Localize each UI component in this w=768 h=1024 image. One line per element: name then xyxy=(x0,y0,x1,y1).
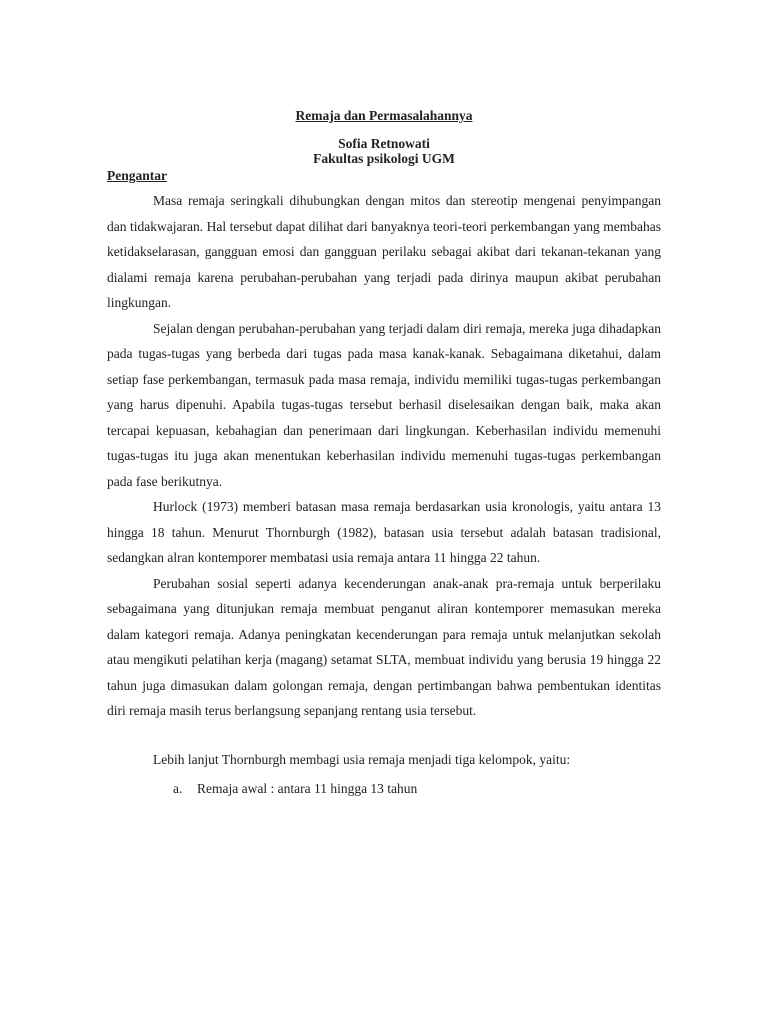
body-paragraph: Hurlock (1973) memberi batasan masa remaja berdasarkan usia kronologis, yaitu antara 13 hingga 18 tahun. Menurut Thornburgh (1982), batasan usia tersebut adalah batasan tradisional, sedangkan alran kontemporer membatasi usia remaja antara 11 hingga 22 tahun. xyxy=(107,499,661,565)
body-paragraph: Masa remaja seringkali dihubungkan dengan mitos dan stereotip mengenai penyimpangan dan tidakwajaran. Hal tersebut dapat dilihat dari banyaknya teori-teori perkembangan yang membahas ketidakselarasan, gangguan emosi dan gangguan perilaku sebagai akibat dari tekanan-tekanan yang dialami remaja karena perubahan-perubahan yang terjadi pada dirinya maupun akibat perubahan lingkungan. xyxy=(107,193,661,310)
list-item xyxy=(107,776,661,801)
list-marker: a. xyxy=(173,781,183,796)
section-heading: Pengantar xyxy=(107,168,167,183)
author-affiliation: Fakultas psikologi UGM xyxy=(313,151,455,166)
lead-paragraph: Lebih lanjut Thornburgh membagi usia remaja menjadi tiga kelompok, yaitu: xyxy=(153,751,571,767)
document-page xyxy=(107,105,661,801)
author-name: Sofia Retnowati xyxy=(338,136,430,151)
list-item-text: Remaja awal : antara 11 hingga 13 tahun xyxy=(197,781,418,796)
age-group-list xyxy=(107,776,661,801)
body-paragraph: Perubahan sosial seperti adanya kecenderungan anak-anak pra-remaja untuk berperilaku sebagaimana yang ditunjukan remaja membuat penganut aliran kontemporer memasukan mereka dalam kategori remaja. Adanya peningkatan kecenderungan para remaja untuk melanjutkan sekolah atau mengikuti pelatihan kerja (magang) setamat SLTA, membuat individu yang berusia 19 hingga 22 tahun juga dimasukan dalam golongan remaja, dengan pertimbangan bahwa pembentukan identitas diri remaja masih terus berlangsung sepanjang rentang usia tersebut. xyxy=(107,575,661,718)
body-paragraph: Sejalan dengan perubahan-perubahan yang terjadi dalam diri remaja, mereka juga dihadapkan pada tugas-tugas yang berbeda dari tugas pada masa kanak-kanak. Sebagaimana diketahui, dalam setiap fase perkembangan, termasuk pada masa remaja, individu memiliki tugas-tugas perkembangan yang harus dipenuhi. Apabila tugas-tugas tersebut berhasil diselesaikan dengan baik, maka akan tercapai kepuasan, kebahagian dan penerimaan dari lingkungan. Keberhasilan individu memenuhi tugas-tugas itu juga akan menentukan keberhasilan individu memenuhi tugas-tugas perkembangan pada fase berikutnya. xyxy=(107,320,661,489)
document-title: Remaja dan Permasalahannya xyxy=(295,108,473,123)
